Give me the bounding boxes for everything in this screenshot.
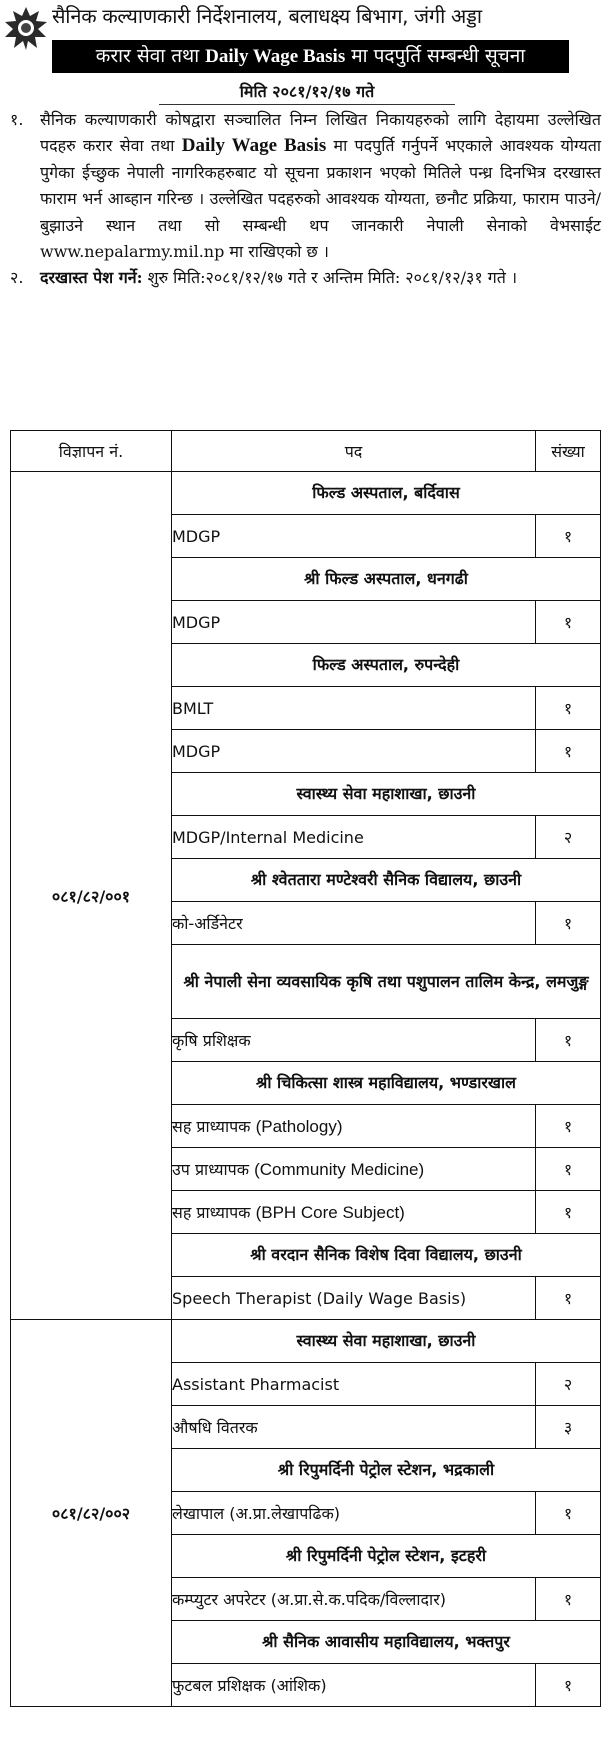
post-name: MDGP: [172, 601, 536, 644]
post-count: १: [536, 1148, 601, 1191]
post-name: Speech Therapist (Daily Wage Basis): [172, 1277, 536, 1320]
paragraph-2-number: २.: [10, 268, 24, 288]
post-count: २: [536, 1363, 601, 1406]
table-body: [11, 472, 601, 1707]
post-count: २: [536, 816, 601, 859]
post-name: MDGP/Internal Medicine: [172, 816, 536, 859]
table-row: [11, 1320, 601, 1363]
office-name: श्री फिल्ड अस्पताल, धनगढी: [172, 558, 601, 601]
advertisement-number: ०८१/८२/००२: [11, 1320, 172, 1707]
office-name: श्री वरदान सैनिक विशेष दिवा विद्यालय, छाउनी: [172, 1234, 601, 1277]
table-header-row: [11, 431, 601, 472]
office-name: श्री चिकित्सा शास्त्र महाविद्यालय, भण्डारखाल: [172, 1062, 601, 1105]
notice-title-line1: सैनिक कल्याणकारी निर्देशनालय, बलाधक्ष्य बिभाग, जंगी अड्डा: [52, 4, 482, 28]
post-count: १: [536, 1277, 601, 1320]
office-name: स्वास्थ्य सेवा महाशाखा, छाउनी: [172, 773, 601, 816]
post-name: MDGP: [172, 515, 536, 558]
office-name: श्री सैनिक आवासीय महाविद्यालय, भक्तपुर: [172, 1621, 601, 1664]
header-post: पद: [172, 431, 536, 472]
post-count: १: [536, 1664, 601, 1707]
post-name: कृषि प्रशिक्षक: [172, 1019, 536, 1062]
paragraph-1-number: १.: [10, 110, 24, 129]
table-row: [11, 472, 601, 515]
advertisement-number: ०८१/८२/००१: [11, 472, 172, 1320]
post-name: उप प्राध्यापक (Community Medicine): [172, 1148, 536, 1191]
post-count: १: [536, 1105, 601, 1148]
post-count: १: [536, 1492, 601, 1535]
vacancy-table: [10, 430, 601, 1707]
post-count: १: [536, 1578, 601, 1621]
header-adv-no: विज्ञापन नं.: [11, 431, 172, 472]
post-name: कम्प्युटर अपरेटर (अ.प्रा.से.क.पदिक/विल्लादार): [172, 1578, 536, 1621]
office-name: फिल्ड अस्पताल, बर्दिवास: [172, 472, 601, 515]
post-name: Assistant Pharmacist: [172, 1363, 536, 1406]
paragraph-1: १. सैनिक कल्याणकारी कोषद्वारा सञ्चालित निम्न लिखित निकायहरुको लागि देहायमा उल्लेखित पदहरु करार सेवा तथा Daily Wage Basis मा पदपुर्ति गर्नुपर्ने भएकाले आवश्यक योग्यता पुगेका ईच्छुक नेपाली नागरिकहरुबाट यो सूचना प्रकाशन भएको मितिले पन्ध्र दिनभित्र दरखास्त फाराम भर्न आब्हान गरिन्छ । उल्लेखित पदहरुको आवश्यक योग्यता, छनौट प्रक्रिया, फाराम पाउने/ बुझाउने स्थान तथा सो सम्बन्धी थप जानकारी नेपाली सेनाको वेभसाईट www.nepalarmy.mil.np मा राखिएको छ ।: [0, 107, 611, 265]
post-count: १: [536, 730, 601, 773]
header: [0, 0, 611, 76]
header-count: संख्या: [536, 431, 601, 472]
notice-date: मिति २०८१/१२/१७ गते: [159, 80, 455, 105]
office-name: श्री रिपुमर्दिनी पेट्रोल स्टेशन, इटहरी: [172, 1535, 601, 1578]
post-count: १: [536, 601, 601, 644]
post-count: १: [536, 687, 601, 730]
post-count: १: [536, 902, 601, 945]
office-name: फिल्ड अस्पताल, रुपन्देही: [172, 644, 601, 687]
post-count: १: [536, 1191, 601, 1234]
post-name: MDGP: [172, 730, 536, 773]
post-count: ३: [536, 1406, 601, 1449]
post-name: सह प्राध्यापक (BPH Core Subject): [172, 1191, 536, 1234]
post-name: BMLT: [172, 687, 536, 730]
post-name: लेखापाल (अ.प्रा.लेखापढिक): [172, 1492, 536, 1535]
notice-title-line2: करार सेवा तथा Daily Wage Basis मा पदपुर्ति सम्बन्धी सूचना: [52, 40, 569, 73]
post-name: औषधि वितरक: [172, 1406, 536, 1449]
post-count: १: [536, 515, 601, 558]
post-name: फुटबल प्रशिक्षक (आंशिक): [172, 1664, 536, 1707]
office-name: श्री नेपाली सेना व्यवसायिक कृषि तथा पशुपालन तालिम केन्द्र, लमजुङ्ग: [172, 945, 601, 1019]
office-name: श्री श्वेततारा मण्टेश्वरी सैनिक विद्यालय, छाउनी: [172, 859, 601, 902]
nepal-army-emblem-icon: [4, 6, 48, 50]
post-name: सह प्राध्यापक (Pathology): [172, 1105, 536, 1148]
post-count: १: [536, 1019, 601, 1062]
office-name: श्री रिपुमर्दिनी पेट्रोल स्टेशन, भद्रकाली: [172, 1449, 601, 1492]
paragraph-2: २. दरखास्त पेश गर्ने: शुरु मिति:२०८१/१२/१७ गते र अन्तिम मिति: २०८१/१२/३१ गते ।: [0, 265, 611, 291]
post-name: को-अर्डिनेटर: [172, 902, 536, 945]
office-name: स्वास्थ्य सेवा महाशाखा, छाउनी: [172, 1320, 601, 1363]
